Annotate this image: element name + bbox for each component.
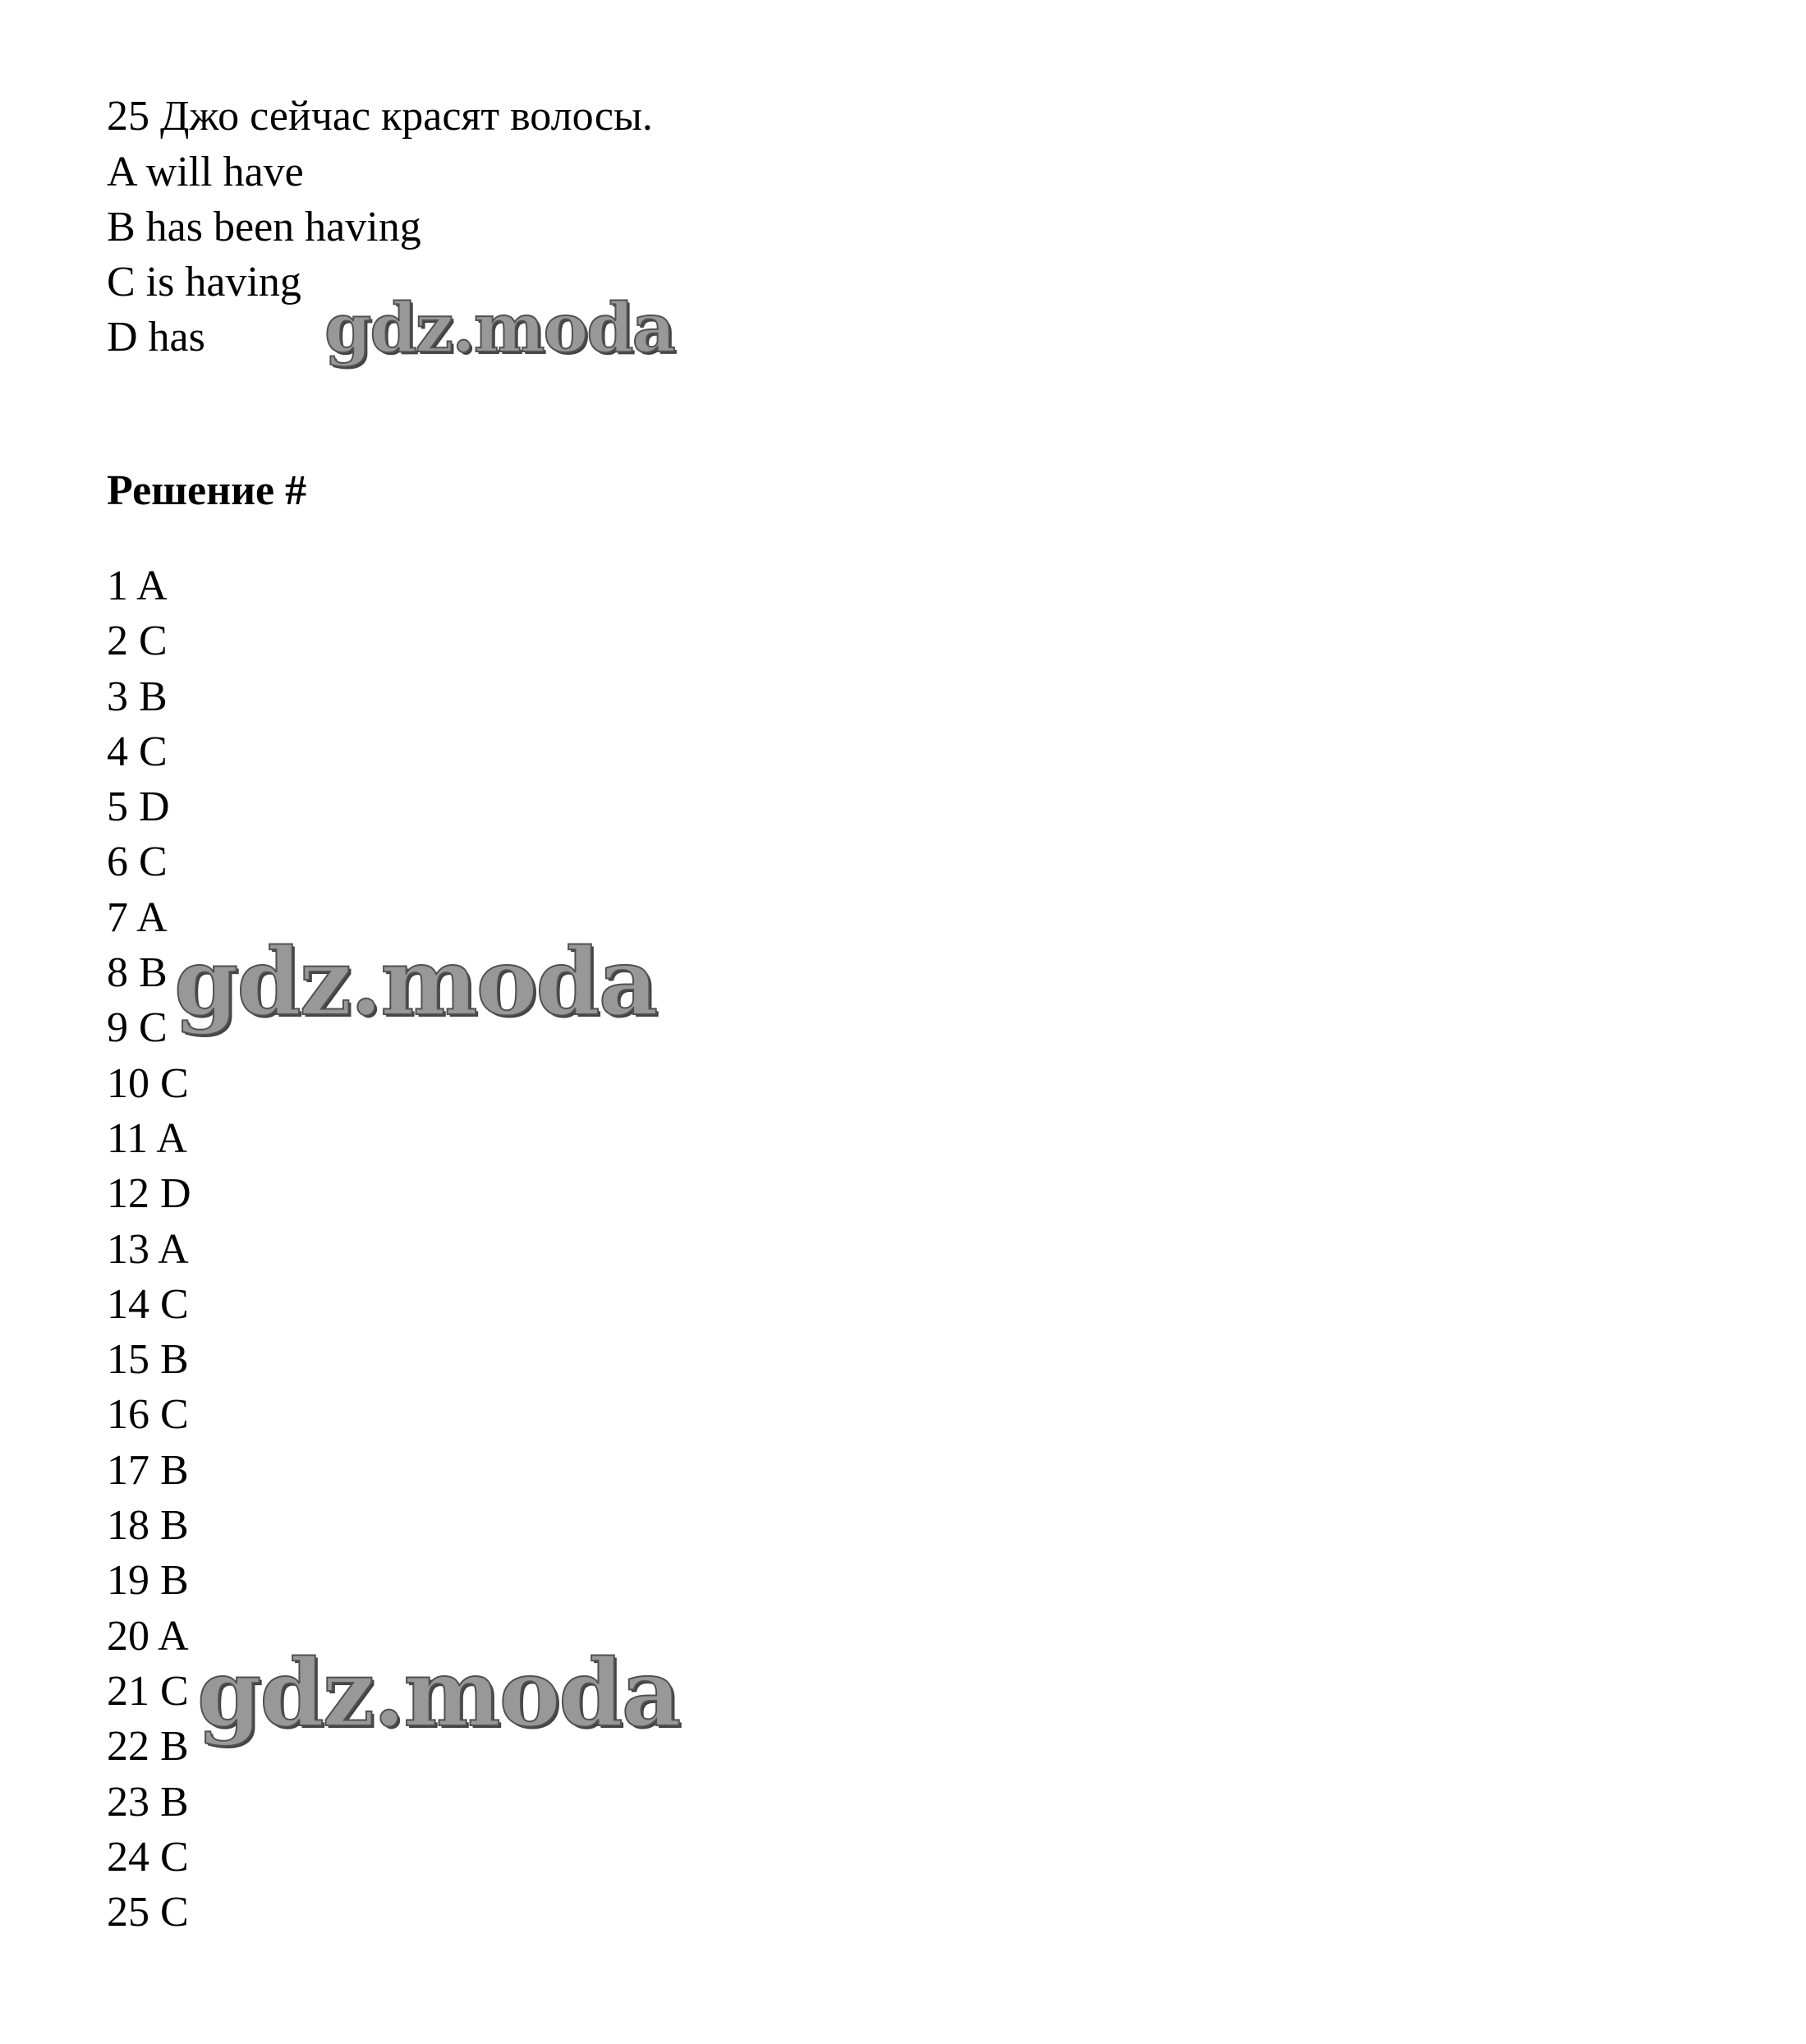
answer-item: 1 A	[107, 563, 168, 609]
answer-item: 16 C	[107, 1391, 189, 1439]
answer-item: 7 A	[107, 893, 168, 941]
answer-item: 10 C	[107, 1059, 189, 1107]
answer-item: 6 C	[107, 838, 168, 886]
answer-item: 8 B	[107, 949, 168, 997]
answer-item: 20 A	[107, 1612, 189, 1660]
watermark: gdz.moda	[174, 929, 657, 1036]
answer-item: 25 C	[107, 1889, 189, 1936]
option-b: B has been having	[107, 204, 421, 250]
answer-item: 2 C	[107, 618, 168, 665]
answer-item: 21 C	[107, 1667, 189, 1715]
answer-item: 13 A	[107, 1225, 189, 1273]
answer-item: 22 B	[107, 1723, 189, 1771]
watermark: gdz.moda	[324, 289, 674, 368]
answer-item: 11 A	[107, 1114, 187, 1162]
answer-item: 12 D	[107, 1170, 191, 1218]
answer-item: 15 B	[107, 1336, 189, 1384]
option-a: A will have	[107, 149, 304, 195]
answer-item: 5 D	[107, 783, 170, 831]
answer-item: 17 B	[107, 1446, 189, 1494]
answer-item: 23 B	[107, 1778, 189, 1826]
answer-item: 24 C	[107, 1833, 189, 1881]
option-d: D has	[107, 314, 205, 361]
answer-list	[107, 558, 191, 1940]
solution-heading: Решение #	[107, 467, 307, 514]
answer-item: 14 C	[107, 1280, 189, 1328]
option-c: C is having	[107, 259, 301, 305]
answer-item: 3 B	[107, 673, 168, 720]
answer-item: 19 B	[107, 1557, 189, 1605]
watermark: gdz.moda	[197, 1640, 680, 1748]
answer-item: 4 C	[107, 728, 168, 775]
answer-item: 9 C	[107, 1004, 168, 1052]
answer-item: 18 B	[107, 1502, 189, 1550]
question-text: 25 Джо сейчас красят волосы.	[107, 93, 653, 140]
